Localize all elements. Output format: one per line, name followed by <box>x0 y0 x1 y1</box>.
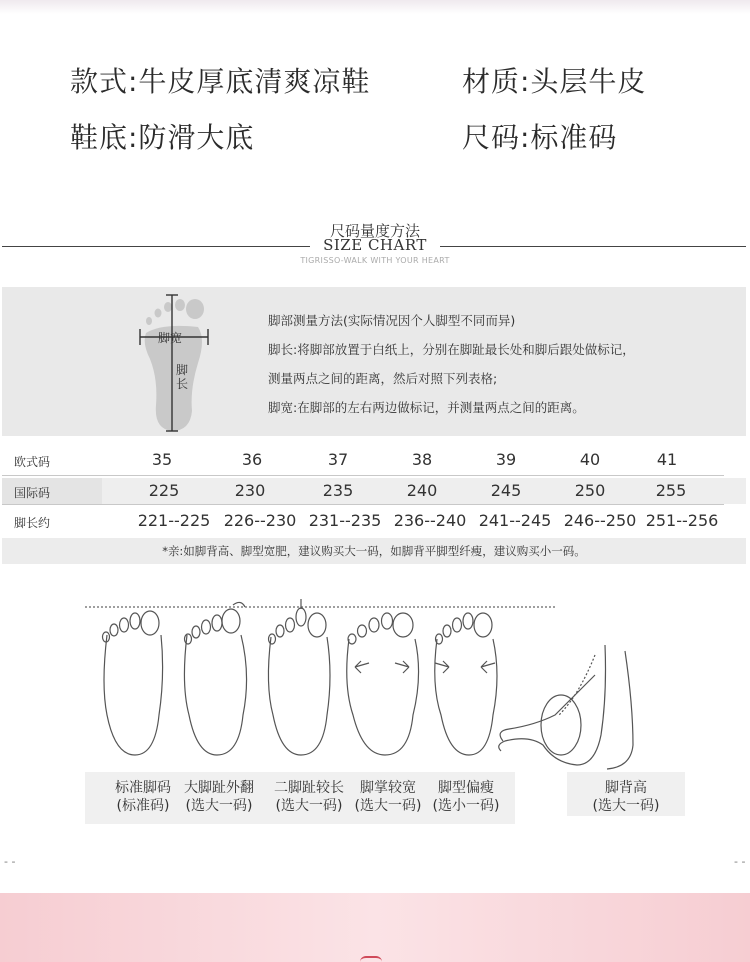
table-row-length <box>2 508 746 534</box>
foot-type-name: 脚型偏瘦 <box>438 780 494 796</box>
measure-line-4: 脚宽:在脚部的左右两边做标记，并测量两点之间的距离。 <box>268 400 585 415</box>
foot-type-advice: (选小一码) <box>432 798 500 814</box>
size-note: *亲:如脚背高、脚型宽肥，建议购买大一码，如脚背平脚型纤瘦，建议购买小一码。 <box>2 538 746 564</box>
foot-type-advice: (选大一码) <box>275 798 343 814</box>
table-cell: 40 <box>579 450 601 469</box>
table-cell: 36 <box>241 450 263 469</box>
foot-type-advice: (标准码) <box>116 798 170 814</box>
size-chart-title-cn: 尺码量度方法 <box>329 222 420 240</box>
foot-type-name: 大脚趾外翻 <box>184 780 254 796</box>
size-chart-title-en: SIZE CHART <box>323 236 427 254</box>
table-row-intl <box>2 478 746 504</box>
decorative-dots-left: - - <box>4 855 16 868</box>
table-cell: 38 <box>411 450 433 469</box>
table-cell: 35 <box>151 450 173 469</box>
foot-type-name: 标准脚码 <box>115 780 171 796</box>
row-label-length: 脚长约 <box>14 516 51 530</box>
foot-type-advice: (选大一码) <box>354 798 422 814</box>
table-cell: 246--250 <box>563 511 637 530</box>
measure-line-3: 测量两点之间的距离，然后对照下列表格; <box>268 371 498 386</box>
row-label-intl: 国际码 <box>14 486 51 500</box>
table-cell: 41 <box>656 450 678 469</box>
spec-material: 材质:头层牛皮 <box>462 65 647 98</box>
table-cell: 230 <box>234 481 266 500</box>
table-cell: 221--225 <box>137 511 211 530</box>
foot-type-name: 二脚趾较长 <box>274 780 344 796</box>
foot-type-advice: (选大一码) <box>185 798 253 814</box>
table-cell: 240 <box>406 481 438 500</box>
bottom-ornament-icon <box>360 956 382 962</box>
table-cell: 37 <box>327 450 349 469</box>
spec-style: 款式:牛皮厚底清爽凉鞋 <box>70 65 371 98</box>
bottom-banner <box>0 893 750 962</box>
foot-wide-icon <box>347 613 419 755</box>
table-row-eu <box>2 447 746 473</box>
top-fade <box>0 0 750 14</box>
table-cell: 231--235 <box>308 511 382 530</box>
measure-panel <box>2 287 746 436</box>
foot-standard-icon <box>103 611 163 755</box>
foot-width-label: 脚宽 <box>158 331 183 345</box>
row-divider <box>2 475 724 476</box>
measure-line-2: 脚长:将脚部放置于白纸上，分别在脚趾最长处和脚后跟处做标记， <box>268 342 635 357</box>
measure-line-1: 脚部测量方法(实际情况因个人脚型不同而异) <box>268 313 516 328</box>
foot-long-second-toe-icon <box>268 599 330 755</box>
table-cell: 39 <box>495 450 517 469</box>
table-cell: 225 <box>148 481 180 500</box>
foot-high-instep-icon <box>499 645 633 769</box>
table-cell: 226--230 <box>223 511 297 530</box>
foot-measure-graphic <box>132 293 222 433</box>
size-chart-subtitle: TIGRISSO-WALK WITH YOUR HEART <box>300 256 450 265</box>
table-cell: 236--240 <box>393 511 467 530</box>
foot-bunion-icon <box>184 602 246 755</box>
table-cell: 255 <box>655 481 687 500</box>
foot-length-label: 脚长 <box>176 363 189 391</box>
foot-type-name: 脚掌较宽 <box>360 780 416 796</box>
table-cell: 251--256 <box>645 511 719 530</box>
table-cell: 250 <box>574 481 606 500</box>
table-cell: 235 <box>322 481 354 500</box>
foot-type-advice: (选大一码) <box>592 798 660 814</box>
row-divider <box>2 504 724 505</box>
foot-type-name: 脚背高 <box>605 780 647 796</box>
decorative-dots-right: - - <box>734 855 746 868</box>
spec-sole: 鞋底:防滑大底 <box>70 121 255 154</box>
foot-narrow-icon <box>435 613 497 755</box>
spec-size: 尺码:标准码 <box>462 121 618 154</box>
table-cell: 245 <box>490 481 522 500</box>
table-cell: 241--245 <box>478 511 552 530</box>
row-label-eu: 欧式码 <box>14 455 51 469</box>
